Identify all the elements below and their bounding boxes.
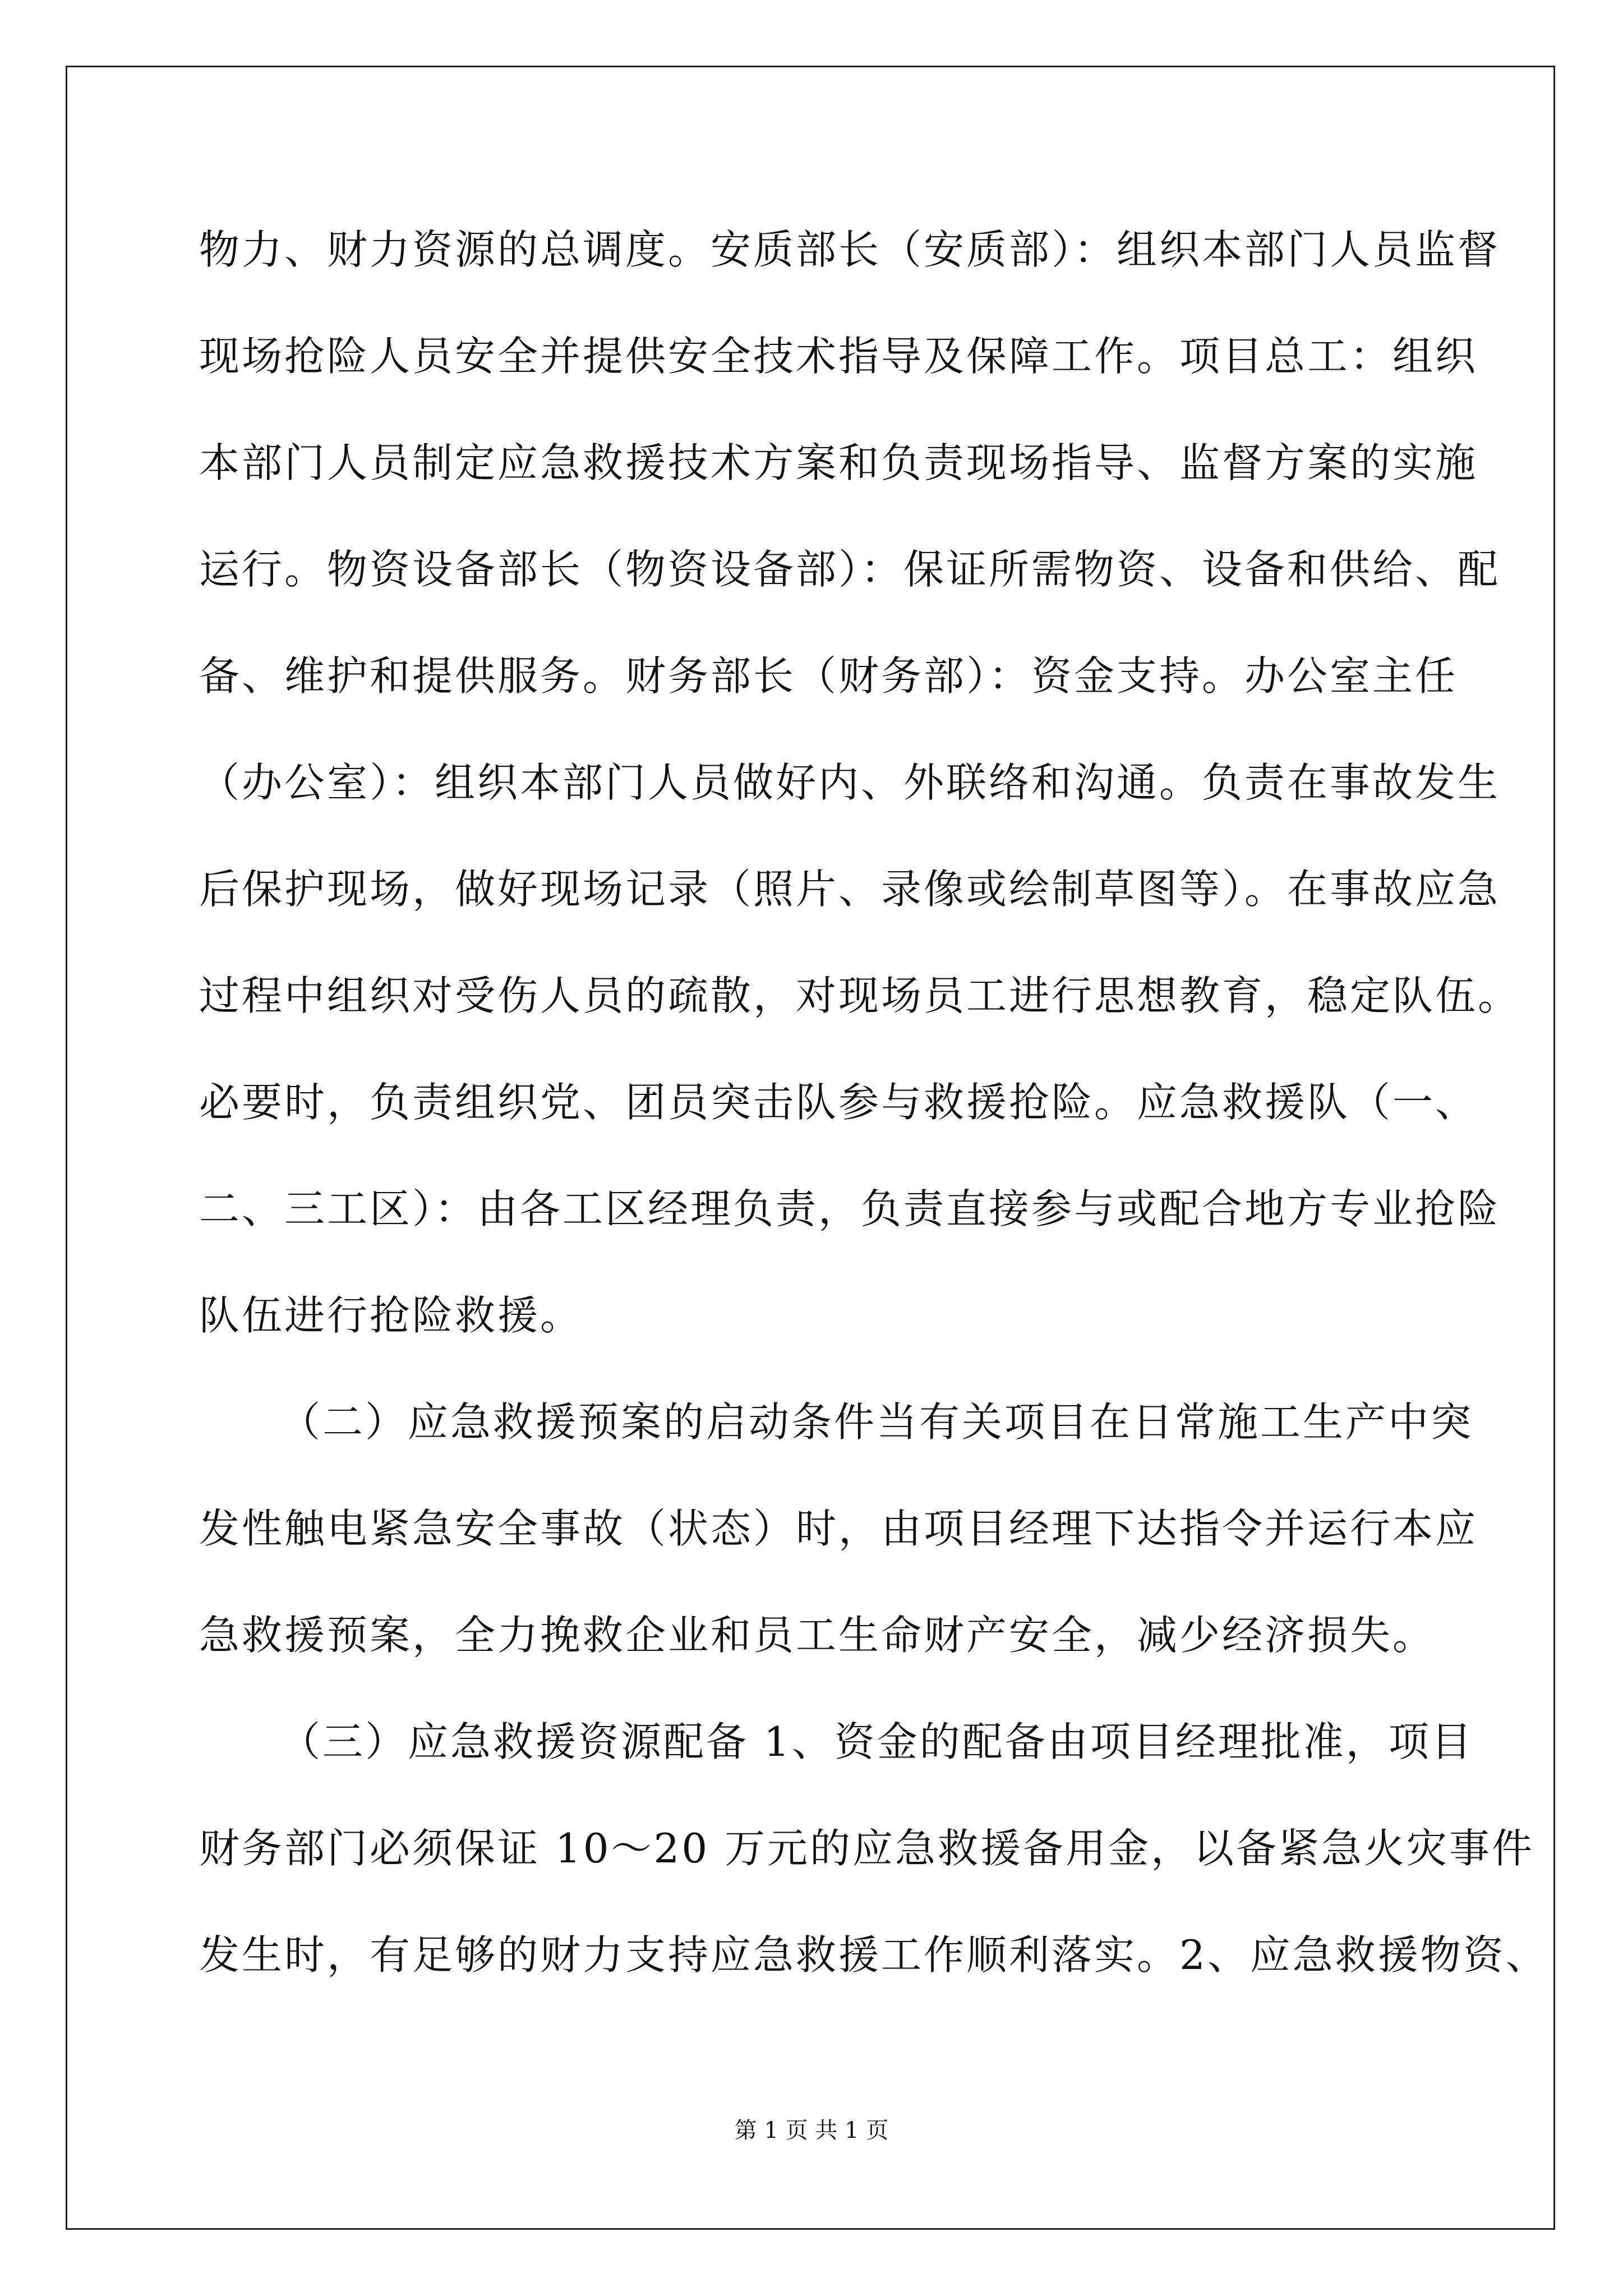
text-line: 财务部门必须保证 10～20 万元的应急救援备用金，以备紧急火灾事件 (199, 1825, 1535, 1872)
text-line: 物力、财力资源的总调度。安质部长（安质部）：组织本部门人员监督 (199, 226, 1501, 273)
text-line: 发性触电紧急安全事故（状态）时，由项目经理下达指令并运行本应 (199, 1505, 1478, 1552)
text-line: 队伍进行抢险救援。 (199, 1292, 583, 1339)
document-body (199, 216, 1548, 2028)
text-line: （办公室）：组织本部门人员做好内、外联络和沟通。负责在事故发生 (199, 759, 1501, 806)
text-line: 急救援预案，全力挽救企业和员工生命财产安全，减少经济损失。 (199, 1612, 1436, 1659)
paragraph-start-line: （二）应急救援预案的启动条件当有关项目在日常施工生产中突 (280, 1398, 1474, 1446)
text-line: 过程中组织对受伤人员的疏散，对现场员工进行思想教育，稳定队伍。 (199, 972, 1521, 1019)
text-line: 本部门人员制定应急救援技术方案和负责现场指导、监督方案的实施 (199, 439, 1478, 486)
text-line: 发生时，有足够的财力支持应急救援工作顺利落实。2、应急救援物资、 (199, 1931, 1548, 1978)
text-line: 运行。物资设备部长（物资设备部）：保证所需物资、设备和供给、配 (199, 546, 1501, 593)
text-line: 后保护现场，做好现场记录（照片、录像或绘制草图等）。在事故应急 (199, 866, 1501, 913)
text-line: 备、维护和提供服务。财务部长（财务部）：资金支持。办公室主任 (199, 652, 1458, 700)
text-line: 必要时，负责组织党、团员突击队参与救援抢险。应急救援队（一、 (199, 1079, 1478, 1126)
text-line: 二、三工区）：由各工区经理负责，负责直接参与或配合地方专业抢险 (199, 1185, 1501, 1232)
paragraph-start-line: （三）应急救援资源配备 1、资金的配备由项目经理批准，项目 (280, 1718, 1474, 1765)
page-number-footer: 第 1 页 共 1 页 (734, 2118, 889, 2143)
text-line: 现场抢险人员安全并提供安全技术指导及保障工作。项目总工：组织 (199, 333, 1478, 380)
